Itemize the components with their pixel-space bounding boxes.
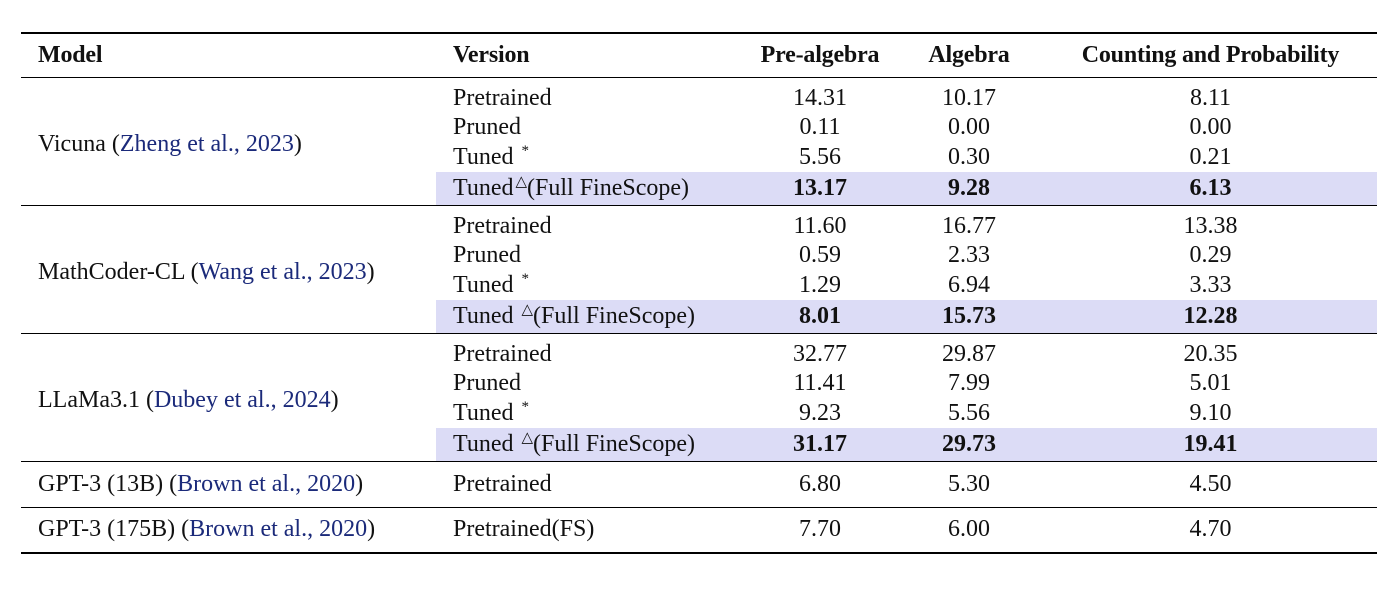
counting-cell: 6.13 [1044,172,1377,205]
table-row [21,333,1377,369]
triangle-marker: △ [521,429,534,446]
version-cell: Pretrained(FS) [436,507,746,553]
table-row [21,77,1377,113]
prealgebra-cell: 8.01 [746,300,894,333]
version-cell: Tuned * [453,142,529,170]
algebra-cell: 16.77 [894,205,1044,241]
model-citation-link[interactable]: Dubey et al., 2024 [153,386,331,413]
counting-cell: 0.00 [1189,114,1232,141]
asterisk-marker: * [521,398,529,415]
algebra-cell: 7.99 [948,370,990,397]
prealgebra-cell: 6.80 [746,461,894,507]
version-cell: Tuned △(Full FineScope) [436,428,746,461]
counting-cell: 20.35 [1044,333,1377,369]
header-model: Model [38,41,103,68]
table-row [21,507,1377,553]
prealgebra-cell: 11.41 [793,370,847,397]
algebra-cell: 9.28 [894,172,1044,205]
algebra-cell: 2.33 [948,242,990,269]
model-cell: GPT-3 (13B) (Brown et al., 2020) [21,461,436,507]
model-citation-link[interactable]: Zheng et al., 2023 [119,130,294,157]
results-table-wrapper [21,32,1377,554]
counting-cell: 0.29 [1189,242,1232,269]
prealgebra-cell: 0.59 [799,242,841,269]
prealgebra-cell: 0.11 [799,114,841,141]
version-cell: Pretrained [436,205,746,241]
model-name: GPT-3 (13B) [38,470,164,497]
header-row [21,33,1377,77]
version-cell: Pruned [453,114,521,141]
prealgebra-cell: 14.31 [793,84,847,111]
model-cell: Vicuna (Zheng et al., 2023) [38,130,302,157]
prealgebra-cell: 1.29 [799,271,841,298]
counting-cell: 8.11 [1189,84,1232,111]
version-cell: Pretrained [436,333,746,369]
counting-cell: 5.01 [1189,370,1232,397]
header-prealgebra: Pre-algebra [760,41,880,68]
table-row [21,461,1377,507]
triangle-marker: △ [521,301,534,318]
prealgebra-cell: 13.17 [746,172,894,205]
prealgebra-cell: 7.70 [746,507,894,553]
version-cell: Tuned △(Full FineScope) [436,172,746,205]
table-row [21,205,1377,241]
algebra-cell: 5.56 [948,399,990,426]
algebra-cell: 10.17 [942,84,996,111]
model-cell: GPT-3 (175B) (Brown et al., 2020) [21,507,436,553]
header-algebra: Algebra [928,41,1010,68]
asterisk-marker: * [521,142,529,159]
triangle-marker: △ [515,173,528,190]
prealgebra-cell: 32.77 [746,333,894,369]
counting-cell: 3.33 [1189,271,1232,298]
model-citation-link[interactable]: Brown et al., 2020 [189,516,368,543]
prealgebra-cell: 5.56 [799,143,841,170]
model-citation-link[interactable]: Wang et al., 2023 [198,258,367,285]
prealgebra-cell: 31.17 [746,428,894,461]
algebra-cell: 5.30 [894,461,1044,507]
algebra-cell: 0.30 [948,143,990,170]
version-cell: Tuned * [453,270,529,298]
counting-cell: 12.28 [1044,300,1377,333]
header-counting: Counting and Probability [1081,41,1340,68]
algebra-cell: 15.73 [894,300,1044,333]
model-cell: MathCoder-CL (Wang et al., 2023) [21,205,436,333]
table-body [21,77,1377,553]
model-name: Vicuna [38,130,106,157]
header-version: Version [453,41,530,68]
algebra-cell: 0.00 [948,114,990,141]
counting-cell: 0.21 [1189,143,1232,170]
counting-cell: 4.70 [1044,507,1377,553]
prealgebra-cell: 9.23 [799,399,841,426]
model-citation-link[interactable]: Brown et al., 2020 [177,470,356,497]
model-name: LLaMa3.1 [38,386,140,413]
version-cell: Tuned * [453,398,529,426]
asterisk-marker: * [521,270,529,287]
prealgebra-cell: 11.60 [746,205,894,241]
counting-cell: 19.41 [1044,428,1377,461]
model-name: MathCoder-CL [38,258,185,285]
algebra-cell: 6.94 [948,271,990,298]
model-name: GPT-3 (175B) [38,516,176,543]
version-cell: Pruned [453,242,521,269]
algebra-cell: 29.87 [894,333,1044,369]
version-cell: Pretrained [453,84,552,111]
version-cell: Pretrained [436,461,746,507]
counting-cell: 13.38 [1044,205,1377,241]
version-cell: Pruned [453,370,521,397]
algebra-cell: 29.73 [894,428,1044,461]
counting-cell: 4.50 [1044,461,1377,507]
model-cell: LLaMa3.1 (Dubey et al., 2024) [21,333,436,461]
counting-cell: 9.10 [1189,399,1232,426]
algebra-cell: 6.00 [894,507,1044,553]
version-cell: Tuned △(Full FineScope) [436,300,746,333]
results-table [21,32,1377,554]
